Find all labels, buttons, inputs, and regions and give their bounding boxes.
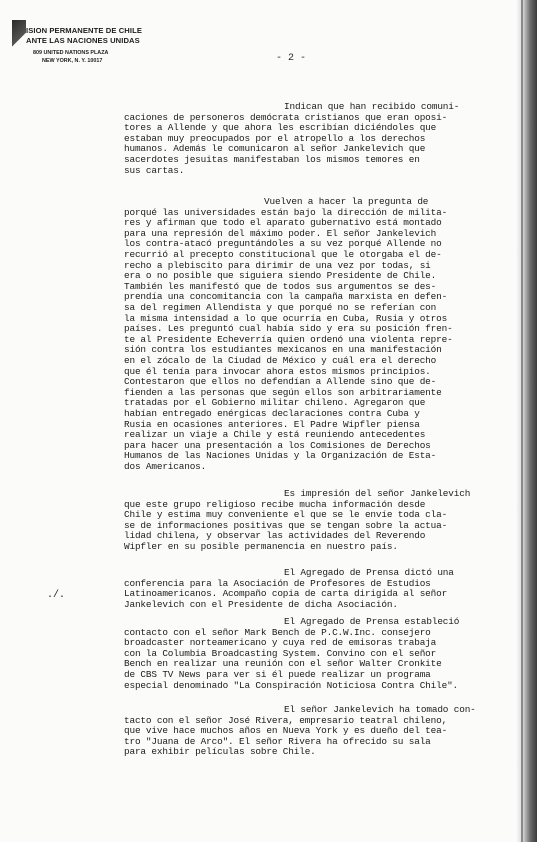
body-text-line: con la Columbia Broadcasting System. Convino con el señor	[124, 647, 437, 659]
body-text-line: estaban muy preocupados por el atropello a los derechos	[124, 132, 426, 144]
body-text-line: fienden a las personas que según ellos son arbitrariamente	[124, 386, 442, 398]
body-text-line: broadcaster norteamericano y cuya red de emisoras trabaja	[124, 637, 437, 649]
body-text-line: dos Americanos.	[124, 461, 207, 472]
body-text-line: recho a plebiscito para dirimir de una vez por todas, si	[124, 259, 431, 271]
body-text-line: Vuelven a hacer la pregunta de	[264, 196, 429, 207]
body-text-line: sa del regimen Allendista y que porqué no se referían con	[124, 302, 437, 313]
body-text-line: para una represión del máximo poder. El señor Jankelevich	[124, 227, 437, 239]
body-text-line: se de informaciones positivas que se tengan sobre la actua-	[124, 519, 448, 531]
body-text-line: caciones de personeros demócrata cristianos que eran oposi-	[124, 111, 448, 123]
body-text-line: para hacer una presentación a los Comisiones de Derechos	[124, 439, 431, 451]
body-text-line: era o no posible que siguiera siendo Presidente de Chile.	[124, 270, 437, 282]
body-text-line: para exhibir películas sobre Chile.	[124, 746, 316, 758]
body-text-line: Bench en realizar una reunión con el señor Walter Cronkite	[124, 658, 442, 670]
body-text-line: los contra-atacó preguntándoles a su vez porqué Allende no	[124, 238, 442, 250]
body-text-line: lidad chilena, y observar las actividades del Reverendo	[124, 530, 426, 542]
body-text-line: la misma intensidad a lo que ocurría en Cuba, Rusia y otros	[124, 312, 448, 324]
scan-edge-shadow	[515, 0, 537, 842]
body-text-line: sacerdotes jesuitas manifestaban los mismos temores en	[124, 154, 420, 165]
body-text-line: tores a Allende y que ahora les escribían diciéndoles que	[124, 122, 437, 134]
body-text-line: te al Presidente Echeverría quien ordenó una violenta repre-	[124, 333, 453, 345]
body-text-line: Chile y estima muy conveniente el que se le envíe toda cla-	[124, 509, 448, 521]
body-text-line: conferencia para la Asociación de Profesores de Estudios	[124, 577, 431, 589]
body-text-line: que él tenía para invocar ahora estos mismos principios.	[124, 365, 431, 377]
letterhead-city: NEW YORK, N. Y. 10017	[42, 58, 103, 64]
body-text-line: en el zócalo de la Ciudad de México y cuál era el derecho	[124, 355, 437, 366]
body-text-line: realizar un viaje a Chile y está reuniendo antecedentes	[124, 429, 426, 441]
body-text-line: habían entregado enérgicas declaraciones contra Cuba y	[124, 408, 420, 419]
letterhead-address: 809 UNITED NATIONS PLAZA	[33, 50, 109, 56]
body-text-line: res y afirman que todo el aparato gubernativo está montado	[124, 217, 442, 229]
body-text-line: sión contra los estudiantes mexicanos en una manifestación	[124, 344, 442, 356]
body-text-line: tacto con el señor José Rivera, empresario teatral chileno,	[124, 714, 448, 726]
body-text-line: contacto con el señor Mark Bench de P.C.W.Inc. consejero	[124, 626, 431, 638]
scan-edge-line	[521, 0, 523, 842]
body-text-line: países. Les preguntó cual había sido y era su posición fren-	[124, 323, 453, 335]
body-text-line: El Agregado de Prensa dictó una	[284, 567, 454, 578]
body-text-line: También les manifestó que de todos sus argumentos se des-	[124, 280, 437, 292]
body-text-line: tratadas por el Gobierno militar chileno. Agregaron que	[124, 397, 426, 409]
body-text-line: que vive hace muchos años en Nueva York y es dueño del tea-	[124, 725, 448, 737]
letterhead-line-1: ISION PERMANENTE DE CHILE	[26, 26, 142, 35]
body-text-line: Latinoamericanos. Acompaño copia de carta dirigida al señor	[124, 588, 448, 600]
body-text-line: El Agregado de Prensa estableció	[284, 616, 460, 627]
body-text-line: especial denominado "La Conspiración Noticiosa Contra Chile".	[124, 679, 459, 691]
page-number: - 2 -	[276, 53, 307, 64]
body-text-line: Contestaron que ellos no defendían a Allende sino que de-	[124, 376, 437, 388]
body-text-line: porqué las universidades están bajo la dirección de milita-	[124, 206, 448, 218]
body-text-line: El señor Jankelevich ha tomado con-	[284, 704, 476, 715]
letterhead-line-2: ANTE LAS NACIONES UNIDAS	[26, 36, 140, 45]
body-text-line: Indican que han recibido comuni-	[284, 101, 460, 112]
body-text-line: Humanos de las Naciones Unidas y la Organización de Esta-	[124, 450, 437, 462]
body-text-line: Es impresión del señor Jankelevich	[284, 488, 471, 499]
letterhead	[22, 26, 182, 65]
body-text-line: Jankelevich con el Presidente de dicha Asociación.	[124, 598, 398, 610]
body-text-line: que este grupo religioso recibe mucha información desde	[124, 498, 426, 510]
body-text-line: prendía una concomitancia con la campaña marxista en defen-	[124, 291, 448, 303]
body-text-line: Rusia en ocasiones anteriores. El Padre Wipfler piensa	[124, 418, 420, 430]
body-text-line: Wipfler en su posible permanencia en nuestro país.	[124, 541, 398, 552]
body-text-line: sus cartas.	[124, 164, 185, 176]
body-text-line: tro "Juana de Arco". El señor Rivera ha ofrecido su sala	[124, 735, 431, 747]
body-text-line: de CBS TV News para ver si él puede realizar un programa	[124, 669, 431, 680]
body-text-line: humanos. Además le comunicaron al señor Jankelevich que	[124, 143, 426, 155]
body-text-line: recurrió al precepto constitucional que le otorgaba el de-	[124, 249, 442, 260]
margin-note: ./.	[47, 590, 66, 601]
